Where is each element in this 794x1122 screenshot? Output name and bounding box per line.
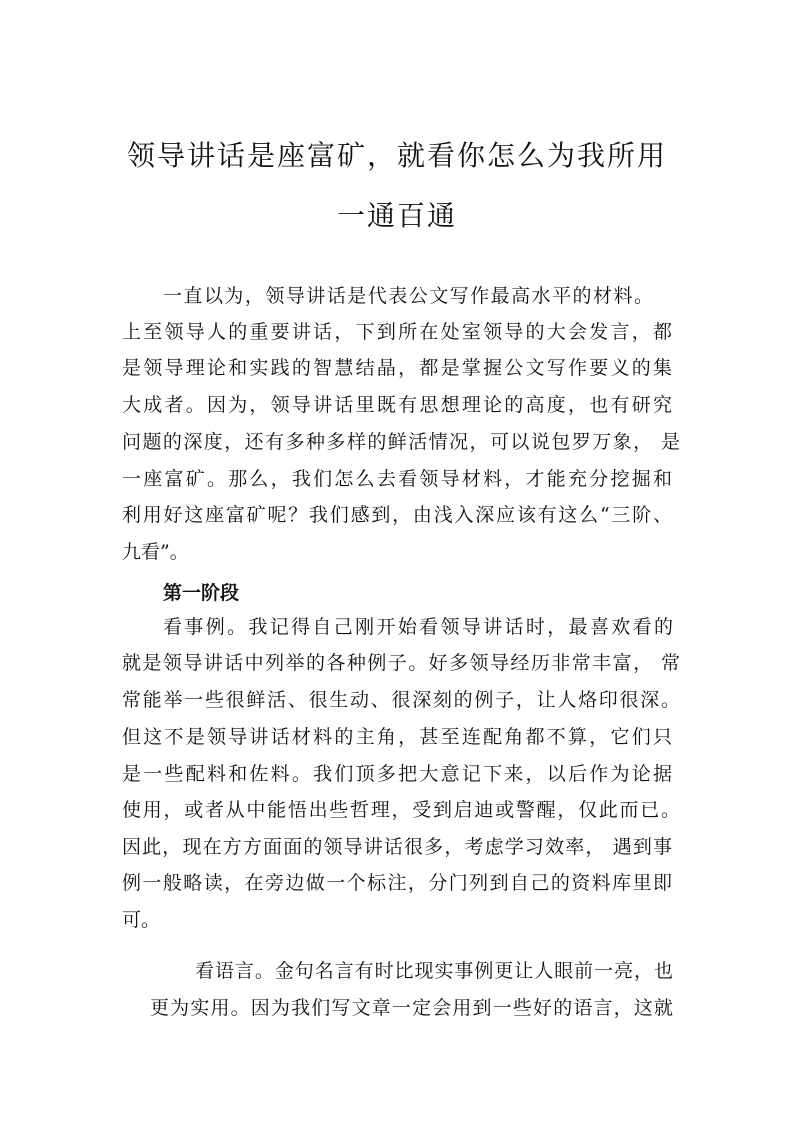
- language-line: 看语言。金句名言有时比现实事例更让人眼前一亮，也: [195, 960, 673, 982]
- stage1-line: 使用，或者从中能悟出些哲理，受到启迪或警醒，仅此而已。: [122, 799, 680, 821]
- stage1-line: 常能举一些很鲜活、很生动、很深刻的例子，让人烙印很深。: [122, 689, 680, 711]
- stage1-line: 看事例。我记得自己刚开始看领导讲话时，最喜欢看的: [163, 616, 673, 638]
- language-line: 更为实用。因为我们写文章一定会用到一些好的语言，这就: [150, 997, 673, 1019]
- section-heading: 第一阶段: [163, 582, 240, 604]
- stage1-line: 因此，现在方方面面的领导讲话很多，考虑学习效率， 遇到事: [122, 836, 672, 858]
- stage1-line: 是一些配料和佐料。我们顶多把大意记下来，以后作为论据: [122, 763, 672, 785]
- intro-line: 利用好这座富矿呢？我们感到，由浅入深应该有这么“三阶、: [122, 504, 672, 526]
- stage1-line: 可。: [122, 909, 161, 931]
- stage1-line: 例一般略读，在旁边做一个标注，分门列到自己的资料库里即: [122, 872, 672, 894]
- stage1-line: 但这不是领导讲话材料的主角，甚至连配角都不算，它们只: [122, 726, 672, 748]
- intro-line: 是领导理论和实践的智慧结晶，都是掌握公文写作要义的集: [122, 357, 672, 379]
- title-line-2: 一通百通: [336, 199, 457, 232]
- intro-line: 一座富矿。那么，我们怎么去看领导材料，才能充分挖掘和: [122, 468, 672, 490]
- intro-line: 一直以为，领导讲话是代表公文写作最高水平的材料。: [163, 285, 653, 307]
- intro-line: 上至领导人的重要讲话，下到所在处室领导的大会发言，都: [122, 321, 672, 343]
- title-line-1: 领导讲话是座富矿，就看你怎么为我所用: [126, 139, 667, 172]
- stage1-line: 就是领导讲话中列举的各种例子。好多领导经历非常丰富， 常: [122, 652, 680, 674]
- intro-line: 大成者。因为，领导讲话里既有思想理论的高度，也有研究: [122, 394, 672, 416]
- intro-line: 九看”。: [122, 541, 189, 563]
- intro-line: 问题的深度，还有多种多样的鲜活情况，可以说包罗万象， 是: [122, 431, 680, 453]
